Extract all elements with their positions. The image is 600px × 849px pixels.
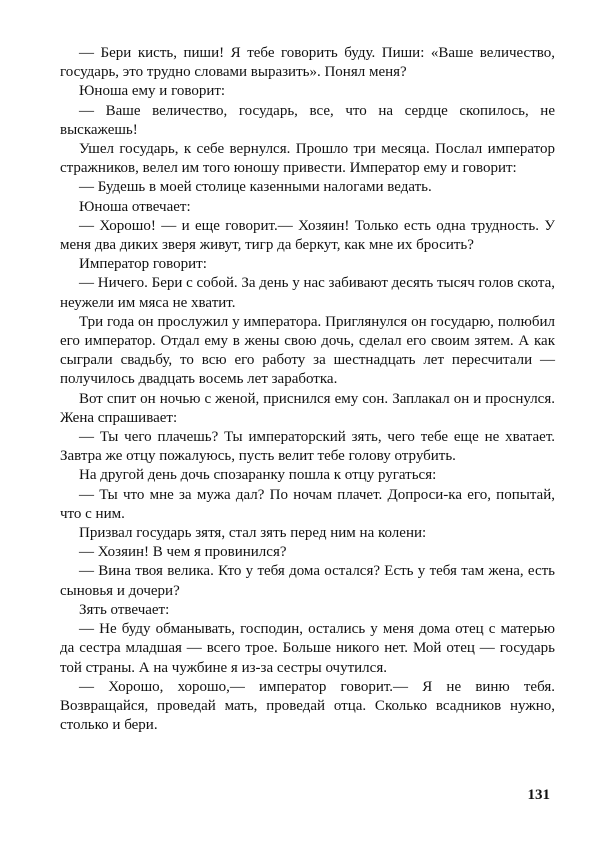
paragraph: — Ты что мне за мужа дал? По ночам плачет. Допроси-ка его, попытай, что с ним. xyxy=(60,486,555,522)
paragraph: — Будешь в моей столице казенными налогами ведать. xyxy=(79,179,432,196)
paragraph: На другой день дочь спозаранку пошла к отцу ругаться: xyxy=(79,467,437,484)
paragraph: Ушел государь, к себе вернулся. Прошло три месяца. Послал император стражников, велел им того юношу привести. Император ему и говорит: xyxy=(60,141,555,177)
paragraph: — Не буду обманывать, господин, остались у меня дома отец с матерью да сестра младшая — всего трое. Больше никого нет. Мой отец — государь той страны. А на чужбине я из-за сестры очутился. xyxy=(60,621,555,676)
paragraph: — Хорошо, хорошо,— император говорит.— Я не виню тебя. Возвращайся, проведай мать, проведай отца. Сколько всадников нужно, столько и бери. xyxy=(60,678,555,734)
paragraph: — Ты чего плачешь? Ты императорский зять, чего тебе еще не хватает. Завтра же отцу пожалуюсь, пусть велит тебе голову отрубить. xyxy=(60,429,555,465)
page-number: 131 xyxy=(527,787,550,803)
paragraph: — Ваше величество, государь, все, что на сердце скопилось, не выскажешь! xyxy=(60,102,555,138)
paragraph: — Бери кисть, пиши! Я тебе говорить буду. Пиши: «Ваше величество, государь, это трудно словами выразить». Понял меня? xyxy=(60,45,555,81)
paragraph: Зять отвечает: xyxy=(79,601,170,618)
paragraph: — Хозяин! В чем я провинился? xyxy=(79,544,287,561)
paragraph: — Хорошо! — и еще говорит.— Хозяин! Только есть одна трудность. У меня два диких зверя живут, тигр да беркут, как мне их бросить? xyxy=(60,217,555,254)
body-text xyxy=(60,44,555,735)
paragraph: Император говорит: xyxy=(79,256,207,273)
paragraph: Юноша ему и говорит: xyxy=(79,83,226,100)
paragraph: Вот спит он ночью с женой, приснился ему сон. Заплакал он и проснулся. Жена спрашивает: xyxy=(60,390,555,426)
paragraph: — Ничего. Бери с собой. За день у нас забивают десять тысяч голов скота, неужели им мяса не хватит. xyxy=(60,275,556,311)
paragraph: Призвал государь зятя, стал зять перед ним на колени: xyxy=(79,525,427,542)
paragraph: Юноша отвечает: xyxy=(79,198,191,215)
paragraph: — Вина твоя велика. Кто у тебя дома остался? Есть у тебя там жена, есть сыновья и дочери? xyxy=(60,563,555,599)
paragraph: Три года он прослужил у императора. Приглянулся он государю, полюбил его император. Отдал ему в жены свою дочь, сделал его своим зятем. А как сыграли свадьбу, то всю его работу за шестнадцать лет пересчитали — получилось двадцать восемь лет заработка. xyxy=(60,313,555,388)
